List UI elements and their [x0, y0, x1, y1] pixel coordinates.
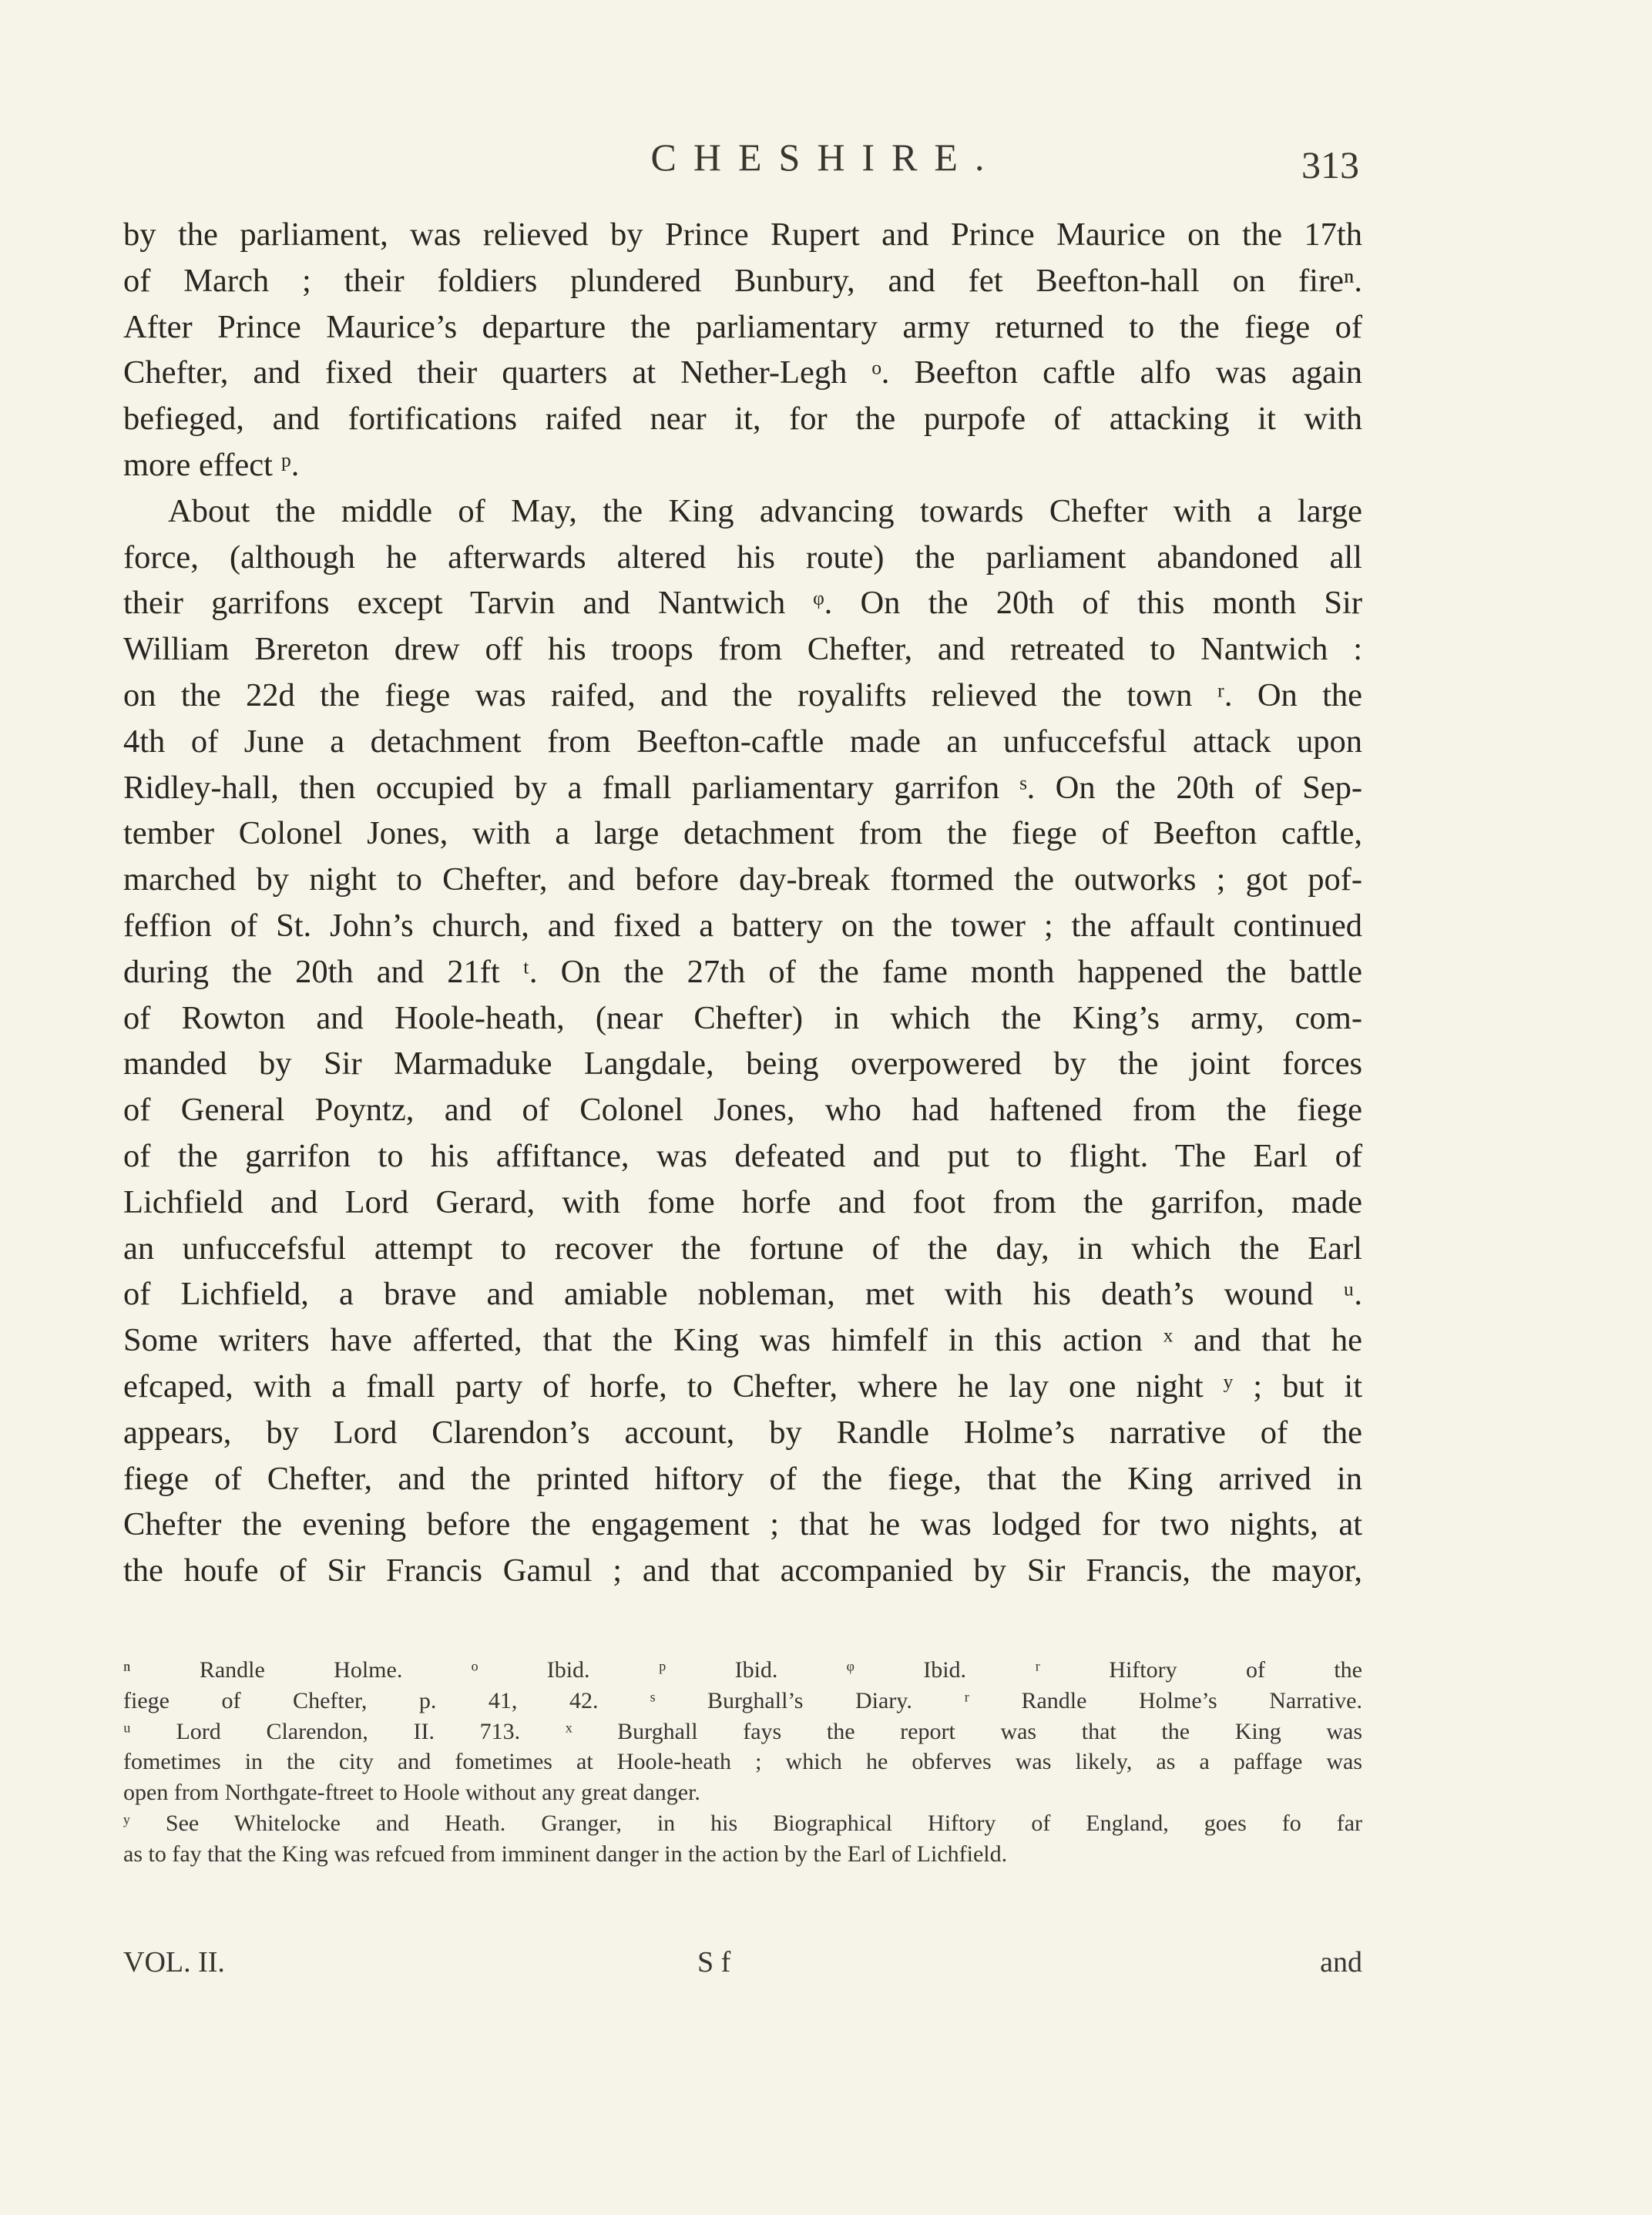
volume-label: VOL. II. [123, 1946, 225, 1978]
text-line: Chefter the evening before the engagement ; that he was lodged for two nights, at [123, 1506, 1362, 1543]
footnote-line: ⁿ Randle Holme. ᵒ Ibid. ᵖ Ibid. ᵠ Ibid. ʳ Hiftory of the [123, 1657, 1362, 1683]
text-line: during the 20th and 21ft ᵗ. On the 27th of the fame month happened the battle [123, 953, 1362, 990]
footnote-line: fometimes in the city and fometimes at Hoole-heath ; which he obferves was likely, as a paffage was [123, 1749, 1362, 1775]
footnote-line: ʸ See Whitelocke and Heath. Granger, in his Biographical Hiftory of England, goes fo far [123, 1810, 1362, 1836]
footnote-line: open from Northgate-ftreet to Hoole without any great danger. [123, 1780, 700, 1806]
text-line: by the parliament, was relieved by Prince Rupert and Prince Maurice on the 17th [123, 216, 1362, 253]
signature-mark: S f [697, 1946, 731, 1978]
text-line: 4th of June a detachment from Beefton-caftle made an unfuccefsful attack upon [123, 723, 1362, 760]
catchword: and [1320, 1946, 1362, 1978]
text-line: on the 22d the fiege was raifed, and the royalifts relieved the town ʳ. On the [123, 676, 1362, 713]
text-line: of March ; their foldiers plundered Bunbury, and fet Beefton-hall on fireⁿ. [123, 262, 1362, 299]
text-line: the houfe of Sir Francis Gamul ; and that accompanied by Sir Francis, the mayor, [123, 1552, 1362, 1589]
text-line: feffion of St. John’s church, and fixed a battery on the tower ; the affault continued [123, 907, 1362, 944]
text-line: Chefter, and fixed their quarters at Nether-Legh ᵒ. Beefton caftle alfo was again [123, 354, 1362, 391]
footnote-line: ᵘ Lord Clarendon, II. 713. ˣ Burghall fays the report was that the King was [123, 1718, 1362, 1744]
text-line: Lichfield and Lord Gerard, with fome horfe and foot from the garrifon, made [123, 1183, 1362, 1220]
text-line: of Rowton and Hoole-heath, (near Chefter) in which the King’s army, com- [123, 999, 1362, 1036]
text-line: marched by night to Chefter, and before day-break ftormed the outworks ; got pof- [123, 861, 1362, 898]
text-line: efcaped, with a fmall party of horfe, to Chefter, where he lay one night ʸ ; but it [123, 1368, 1362, 1405]
text-line: About the middle of May, the King advancing towards Chefter with a large [168, 492, 1362, 529]
text-line: befieged, and fortifications raifed near it, for the purpofe of attacking it with [123, 401, 1362, 438]
text-line: Ridley-hall, then occupied by a fmall parliamentary garrifon ˢ. On the 20th of Sep- [123, 769, 1362, 806]
text-line: force, (although he afterwards altered his route) the parliament abandoned all [123, 539, 1362, 576]
text-line: more effect ᵖ. [123, 446, 300, 483]
text-line: appears, by Lord Clarendon’s account, by Randle Holme’s narrative of the [123, 1414, 1362, 1451]
main-text [123, 212, 1362, 1594]
page-footer [123, 1945, 1362, 1984]
footnote-line: as to fay that the King was refcued from imminent danger in the action by the Earl of Lichfield. [123, 1841, 1008, 1867]
text-line: tember Colonel Jones, with a large detachment from the fiege of Beefton caftle, [123, 815, 1362, 852]
text-line: of the garrifon to his affiftance, was defeated and put to flight. The Earl of [123, 1137, 1362, 1174]
text-line: their garrifons except Tarvin and Nantwich ᵠ. On the 20th of this month Sir [123, 585, 1362, 622]
running-title: CHESHIRE. [650, 136, 1002, 179]
text-line: After Prince Maurice’s departure the parliamentary army returned to the fiege of [123, 308, 1362, 345]
text-line: William Brereton drew off his troops from Chefter, and retreated to Nantwich : [123, 631, 1362, 668]
text-line: of General Poyntz, and of Colonel Jones, who had haftened from the fiege [123, 1092, 1362, 1129]
page-number: 313 [1301, 143, 1359, 186]
text-line: Some writers have afferted, that the King was himfelf in this action ˣ and that he [123, 1322, 1362, 1359]
footnotes [123, 1655, 1362, 1870]
text-line: manded by Sir Marmaduke Langdale, being overpowered by the joint forces [123, 1045, 1362, 1082]
text-line: of Lichfield, a brave and amiable nobleman, met with his death’s wound ᵘ. [123, 1276, 1362, 1313]
text-line: fiege of Chefter, and the printed hiftory of the fiege, that the King arrived in [123, 1460, 1362, 1497]
footnote-line: fiege of Chefter, p. 41, 42. ˢ Burghall’s Diary. ʳ Randle Holme’s Narrative. [123, 1687, 1362, 1713]
text-line: an unfuccefsful attempt to recover the fortune of the day, in which the Earl [123, 1230, 1362, 1267]
